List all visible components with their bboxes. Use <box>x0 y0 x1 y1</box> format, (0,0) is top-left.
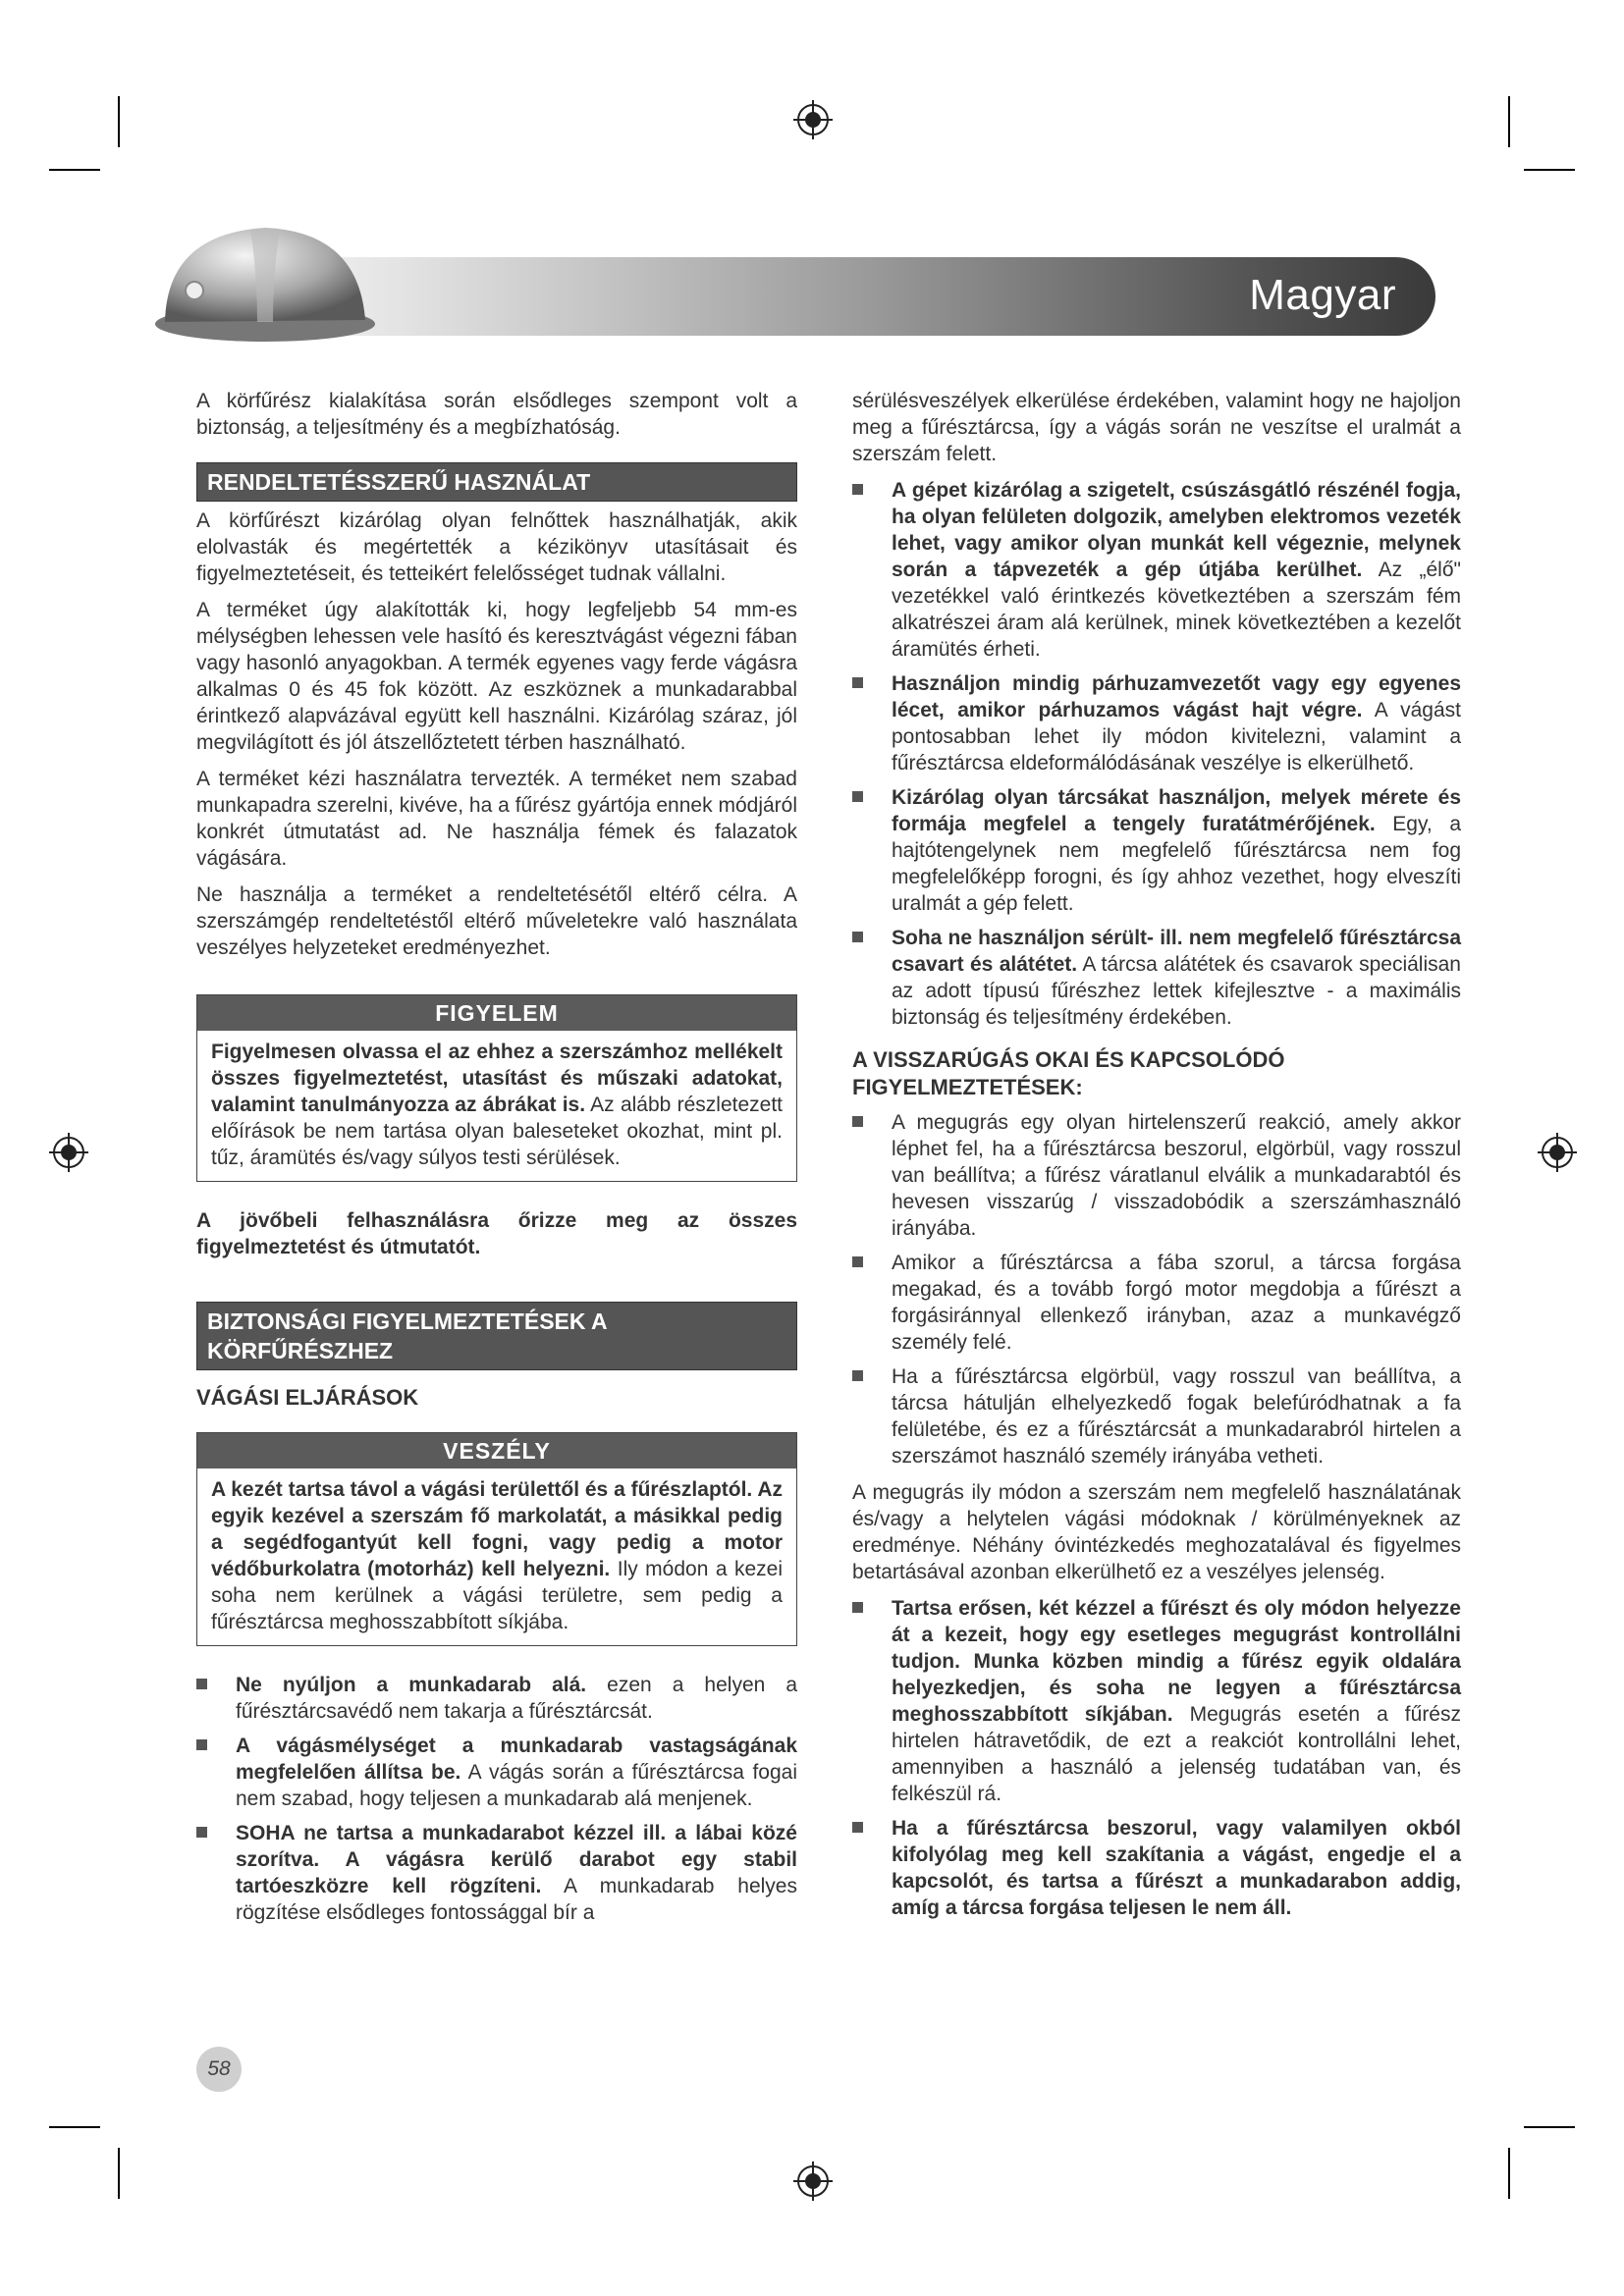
bullet-icon <box>852 1602 863 1613</box>
right-bullet-list <box>852 477 1461 1031</box>
list-item <box>852 670 1461 776</box>
danger-bold-text: A kezét tartsa távol a vágási területtől és a fűrészlaptól. Az egyik kezével a szerszám fő markolatát, a másikkal pedig a segédfogantyút kell fogni, vagy pedig a motor védőburkolatra (motorház) kell helyezni. <box>211 1478 783 1580</box>
registration-mark-icon <box>1536 1131 1579 1174</box>
bullet-icon <box>196 1827 207 1838</box>
crop-mark <box>1524 2126 1575 2128</box>
bullet-text: A megugrás egy olyan hirtelenszerű reakció, amely akkor léphet fel, ha a fűrésztárcsa beszorul, elgörbül, vagy rosszul van beállítva; a fűrész váratlanul elválik a munkadarabtól és hevesen visszarúg / visszadobódik a szerszámhasználó irányába. <box>892 1111 1461 1240</box>
bullet-icon <box>852 1116 863 1127</box>
bullet-icon <box>852 677 863 688</box>
registration-mark-icon <box>47 1131 90 1174</box>
crop-mark <box>1508 2148 1510 2199</box>
intended-use-paragraph: A terméket úgy alakították ki, hogy legfeljebb 54 mm-es mélységben lehessen vele hasító és keresztvágást végezni fában vagy hasonló anyagokban. A termék egyenes vagy ferde vágásra alkalmas 0 és 45 fok között. Az eszköznek a munkadarabbal érintkező alapvázával együtt kell használni. Kizárólag száraz, jól megvilágított és jól átszellőztetett térben használható. <box>196 599 797 754</box>
bullet-icon <box>852 484 863 495</box>
bullet-text: Ha a fűrésztárcsa elgörbül, vagy rosszul van beállítva, a tárcsa hátulján elhelyezkedő fogak belefúródhatnak a fa felületébe, és ez a fűrésztárcsát a munkadarabról hirtelen a szerszámot használó személy irányába vetheti. <box>892 1365 1461 1468</box>
bullet-bold-text: A gépet kizárólag a szigetelt, csúszásgátló részénél fogja, ha olyan felületen dolgozik, amelyben elektromos vezeték lehet, vagy amikor olyan munkát kell végeznie, melynek során a tápvezeték a gép útjába kerülhet. <box>892 479 1461 581</box>
attention-normal-text: Az alább részletezett előírások be nem tartása olyan baleseteket okozhat, mint pl. tűz, áramütés és/vagy súlyos testi sérülések. <box>211 1094 783 1169</box>
crop-mark <box>1524 169 1575 171</box>
danger-box-text <box>211 1476 783 1635</box>
crop-mark <box>1508 96 1510 147</box>
bullet-text: ezen a helyen a fűrésztárcsavédő nem takarja a fűrésztárcsát. <box>236 1674 797 1723</box>
attention-bold-text: Figyelmesen olvassa el az ehhez a szerszámhoz mellékelt összes figyelmeztetést, utasítást és műszaki adatokat, valamint tanulmányozza az ábrákat is. <box>211 1041 783 1116</box>
kickback-heading: A VISSZARÚGÁS OKAI ÉS KAPCSOLÓDÓ FIGYELMEZTETÉSEK: <box>852 1047 1285 1099</box>
left-column <box>196 388 797 1936</box>
bullet-bold-text: SOHA ne tartsa a munkadarabot kézzel ill. a lábai közé szorítva. A vágásra kerülő darabot egy stabil tartóeszközre kell rögzíteni. <box>236 1822 797 1897</box>
list-item <box>196 1672 797 1725</box>
bullet-text: A vágás során a fűrésztárcsa fogai nem szabad, hogy teljesen a munkadarab alá menjenek. <box>236 1761 797 1810</box>
list-item <box>852 1815 1461 1921</box>
registration-mark-icon <box>791 2160 835 2203</box>
bullet-text: Megugrás esetén a fűrész hirtelen hátravetődik, de ezt a reakciót kontrollálni lehet, amennyiben a használó a jelenség tudatában van, és felkészül rá. <box>892 1703 1461 1805</box>
attention-box-title: FIGYELEM <box>197 995 796 1031</box>
bullet-icon <box>852 1822 863 1833</box>
kickback-list <box>852 1109 1461 1469</box>
list-item <box>852 477 1461 663</box>
registration-mark-icon <box>791 98 835 141</box>
list-item <box>852 1595 1461 1807</box>
language-title: Magyar <box>1249 271 1396 319</box>
bullet-icon <box>196 1739 207 1750</box>
bullet-text: Egy, a hajtótengelynek nem megfelelő fűrésztárcsa nem fog megfelelőképp forogni, és így ahhoz vezethet, hogy elveszíti uralmát a gép felett. <box>892 813 1461 915</box>
list-item <box>196 1733 797 1812</box>
bullet-icon <box>852 791 863 802</box>
list-item <box>196 1820 797 1926</box>
crop-mark <box>49 2126 100 2128</box>
bullet-bold-text: Ha a fűrésztárcsa beszorul, vagy valamilyen okból kifolyólag meg kell szakítania a vágást, engedje el a kapcsolót, és tartsa a fűrészt a munkadarabon addig, amíg a tárcsa forgása teljesen le nem áll. <box>892 1817 1461 1919</box>
right-column <box>852 388 1461 1931</box>
bullet-icon <box>852 932 863 942</box>
bullet-icon <box>196 1679 207 1689</box>
bullet-bold-text: Ne nyúljon a munkadarab alá. <box>236 1674 587 1696</box>
attention-box-text <box>211 1039 783 1171</box>
bullet-bold-text: Használjon mindig párhuzamvezetőt vagy egy egyenes lécet, amikor párhuzamos vágást hajt végre. <box>892 672 1461 721</box>
final-bullet-list <box>852 1595 1461 1921</box>
kickback-paragraph: A megugrás ily módon a szerszám nem megfelelő használatának és/vagy a helytelen vágási módoknak / körülményeknek az eredménye. Néhány óvintézkedés meghozatalával és figyelmes betartásával azonban elkerülhető ez a veszélyes jelenség. <box>852 1481 1461 1583</box>
bullet-bold-text: Soha ne használjon sérült- ill. nem megfelelő fűrésztárcsa csavart és alátétet. <box>892 927 1461 976</box>
bullet-icon <box>852 1370 863 1381</box>
intended-use-paragraph: Ne használja a terméket a rendeltetésétől eltérő célra. A szerszámgép rendeltetéstől eltérő műveletekre való használata veszélyes helyzeteket eredményezhet. <box>196 883 797 959</box>
list-item <box>852 1109 1461 1242</box>
bullet-icon <box>852 1256 863 1267</box>
crop-mark <box>118 96 120 147</box>
bullet-text: A vágást pontosabban lehet ily módon kivitelezni, valamint a fűrésztárcsa eldeformálódásának veszélye is elkerülhető. <box>892 699 1461 774</box>
intro-paragraph: A körfűrész kialakítása során elsődleges szempont volt a biztonság, a teljesítmény és a megbízhatóság. <box>196 390 797 439</box>
danger-box-title: VESZÉLY <box>197 1433 796 1468</box>
bullet-bold-text: A vágásmélységet a munkadarab vastagságának megfelelően állítsa be. <box>236 1735 797 1784</box>
section-heading-intended-use: RENDELTETÉSSZERŰ HASZNÁLAT <box>196 462 797 502</box>
intended-use-paragraph: A körfűrészt kizárólag olyan felnőttek használhatják, akik elolvasták és megértették a kézikönyv utasításait és figyelmeztetéseit, és tetteikért felelősséget tudnak vállalni. <box>196 509 797 585</box>
bullet-text: Az „élő" vezetékkel való érintkezés következtében a szerszám fém alkatrészei áram alá kerülnek, minek következtében a kezelőt áramütés érheti. <box>892 559 1461 661</box>
keep-instructions-note: A jövőbeli felhasználásra őrizze meg az összes figyelmeztetést és útmutatót. <box>196 1209 797 1258</box>
safety-helmet-icon <box>147 214 383 347</box>
list-item <box>852 925 1461 1031</box>
bullet-text: Amikor a fűrésztárcsa a fába szorul, a tárcsa forgása megakad, és a tovább forgó motor megdobja a fűrészt a forgásiránnyal ellenkező irányban, azaz a munkavégző személy felé. <box>892 1252 1461 1354</box>
list-item <box>852 1363 1461 1469</box>
crop-mark <box>118 2148 120 2199</box>
cutting-procedures-heading: VÁGÁSI ELJÁRÁSOK <box>196 1385 419 1410</box>
bullet-text: A tárcsa alátétek és csavarok speciálisan az adott típusú fűrészhez lettek kifejlesztve - a maximális biztonság és teljesítmény érdekében. <box>892 953 1461 1029</box>
crop-mark <box>49 169 100 171</box>
bullet-bold-text: Tartsa erősen, két kézzel a fűrészt és oly módon helyezze át a kezeit, hogy egy esetleges megugrást kontrollálni tudjon. Munka közben mindig a fűrész egyik oldalára helyezkedjen, és soha ne legyen a fűrésztárcsa meghosszabbított síkjában. <box>892 1597 1461 1726</box>
attention-box <box>196 994 797 1182</box>
intended-use-paragraph: A terméket kézi használatra tervezték. A terméket nem szabad munkapadra szerelni, kivéve, ha a fűrész gyártója ennek módjáról konkrét útmutatást ad. Ne használja fémek és falazatok vágására. <box>196 768 797 870</box>
danger-normal-text: Ily módon a kezei soha nem kerülnek a vágási területre, sem pedig a fűrésztárcsa meghosszabbított síkjába. <box>211 1558 783 1633</box>
section-heading-safety-warnings: BIZTONSÁGI FIGYELMEZTETÉSEK A KÖRFŰRÉSZHEZ <box>196 1302 797 1370</box>
continuation-paragraph: sérülésveszélyek elkerülése érdekében, valamint hogy ne hajoljon meg a fűrésztárcsa, így a vágás során ne veszítse el uralmát a szerszám felett. <box>852 390 1461 465</box>
left-bullet-list <box>196 1672 797 1926</box>
danger-box <box>196 1432 797 1646</box>
page-number: 58 <box>196 2047 242 2092</box>
list-item <box>852 1250 1461 1356</box>
list-item <box>852 784 1461 917</box>
bullet-bold-text: Kizárólag olyan tárcsákat használjon, melyek mérete és formája megfelel a tengely furatátmérőjének. <box>892 786 1461 835</box>
bullet-text: A munkadarab helyes rögzítése elsődleges fontossággal bír a <box>236 1875 797 1924</box>
